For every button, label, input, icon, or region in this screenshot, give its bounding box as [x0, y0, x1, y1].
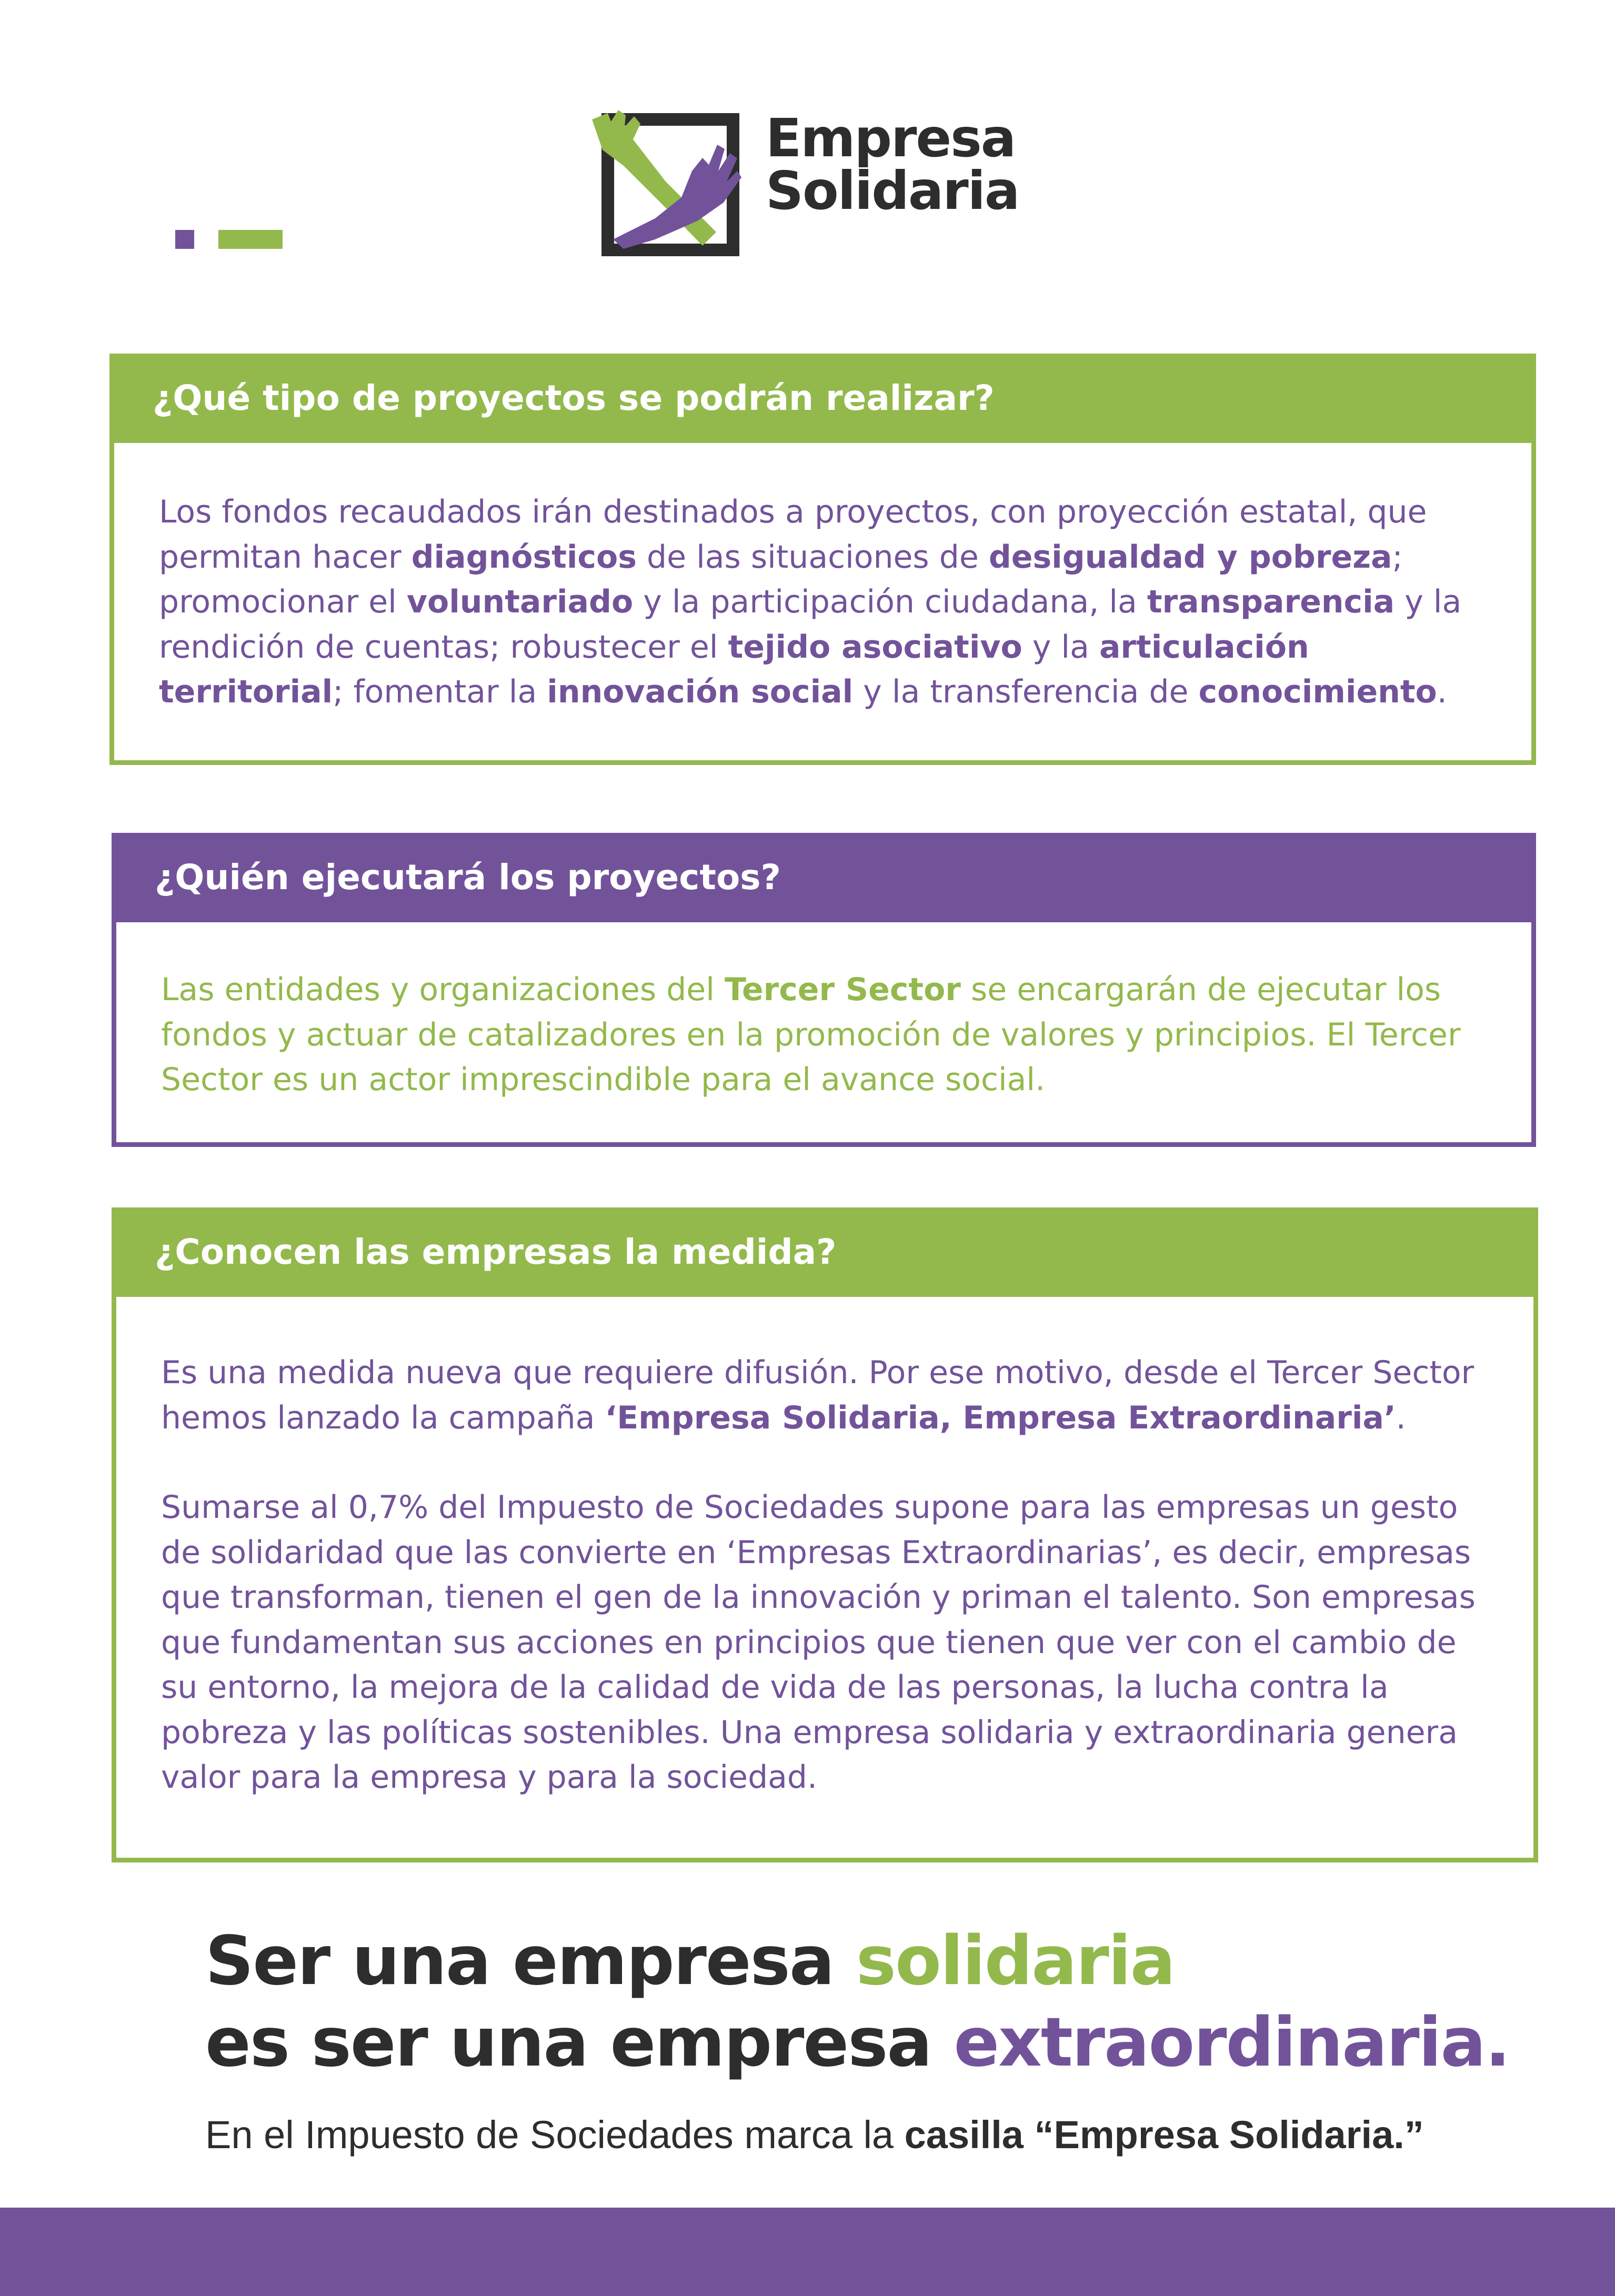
highlight-text: solidaria [856, 1922, 1175, 2000]
section-awareness-title: ¿Conocen las empresas la medida? [112, 1207, 1538, 1297]
bold-text: conocimiento [1198, 673, 1437, 710]
text: y la participación ciudadana, la [633, 583, 1147, 620]
footer-instruction [205, 2111, 1424, 2159]
section-awareness [112, 1207, 1538, 1862]
bold-text: Tercer Sector [724, 971, 961, 1008]
bold-text: transparencia [1147, 583, 1395, 620]
hands-logo-icon [592, 108, 745, 260]
bold-text: innovación social [547, 673, 854, 710]
logo-line1: Empresa [766, 107, 1016, 169]
logo-text [766, 107, 1019, 221]
text: y la [1022, 628, 1099, 666]
text: ; fomentar la [333, 673, 547, 710]
text: de las situaciones de [636, 538, 989, 576]
section-projects-body [159, 490, 1494, 715]
text: En el Impuesto de Sociedades marca la [205, 2113, 905, 2157]
bold-text: tejido asociativo [728, 628, 1022, 666]
logo [592, 107, 1019, 260]
text: . [1437, 673, 1447, 710]
text: Es una medida nueva que requiere difusión. Por ese motivo, desde el Tercer Sector hemos lanzado la campaña [161, 1354, 1474, 1436]
text: se encargarán de ejecutar los fondos y actuar de catalizadores en la promoción de valores y principios. El Tercer Sector es un actor imprescindible para el avance social. [161, 971, 1461, 1098]
slogan [205, 1920, 1509, 2083]
highlight-text: extraordinaria. [954, 2003, 1510, 2082]
text: Ser una empresa [205, 1922, 856, 2000]
logo-line2: Solidaria [766, 160, 1019, 221]
text: es ser una empresa [205, 2003, 954, 2082]
logo-purple-square [175, 230, 194, 249]
text: ; promocionar el [159, 538, 1403, 620]
logo-green-bar [218, 230, 283, 249]
bold-text: desigualdad y pobreza [988, 538, 1392, 576]
text: Las entidades y organizaciones del [161, 971, 725, 1008]
section-executors-body [161, 968, 1494, 1103]
section-executors-title: ¿Quién ejecutará los proyectos? [112, 833, 1536, 922]
bold-text: voluntariado [406, 583, 634, 620]
bold-text: diagnósticos [411, 538, 637, 576]
section-projects [109, 354, 1536, 765]
bold-text: ‘Empresa Solidaria, Empresa Extraordinaria’ [605, 1399, 1396, 1436]
text: y la transferencia de [853, 673, 1199, 710]
footer-bar [0, 2208, 1615, 2296]
bold-text: casilla “Empresa Solidaria.” [904, 2113, 1424, 2157]
bold-text: articulación territorial [159, 628, 1309, 710]
text: . [1396, 1399, 1406, 1436]
section-awareness-body [161, 1351, 1497, 1800]
paragraph: Sumarse al 0,7% del Impuesto de Sociedades supone para las empresas un gesto de solidaridad que las convierte en ‘Empresas Extraordinarias’, es decir, empresas que transforman, tienen el gen de la innovación y priman el talento. Son empresas que fundamentan sus acciones en principios que tienen que ver con el cambio de su entorno, la mejora de la calidad de vida de las personas, la lucha contra la pobreza y las políticas sostenibles. Una empresa solidaria y extraordinaria genera valor para la empresa y para la sociedad. [161, 1489, 1476, 1796]
slogan-line1 [205, 1920, 1509, 2002]
slogan-line2 [205, 2002, 1509, 2083]
section-executors [112, 833, 1536, 1147]
section-projects-title: ¿Qué tipo de proyectos se podrán realizar? [109, 354, 1536, 443]
text: Los fondos recaudados irán destinados a proyectos, con proyección estatal, que permitan hacer [159, 494, 1427, 576]
text: y la rendición de cuentas; robustecer el [159, 583, 1462, 666]
